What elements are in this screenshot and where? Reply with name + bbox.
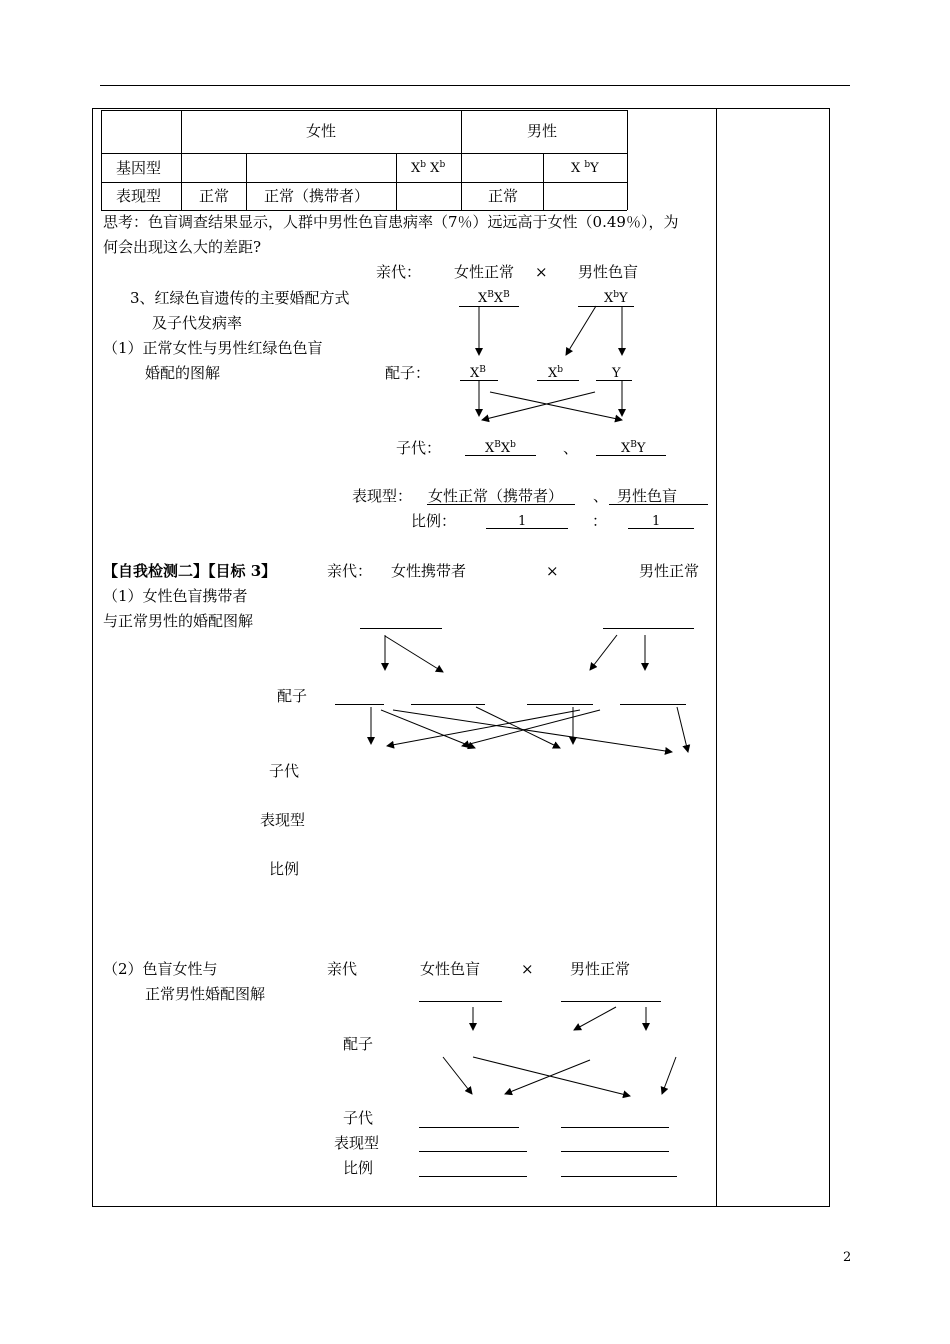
parents-label: 亲代： xyxy=(376,263,422,281)
arrow xyxy=(482,392,595,420)
check2-sub-1: （1）女性色盲携带者 xyxy=(103,587,248,605)
ratio-colon: ： xyxy=(592,512,608,530)
gamete-1: $X^B$ xyxy=(470,365,486,381)
check2-cross: × xyxy=(546,562,559,580)
gamete-3: Y xyxy=(612,366,621,381)
part2-phenotype-label: 表现型 xyxy=(334,1134,380,1152)
offspring-label: 子代： xyxy=(396,439,442,457)
phenotype-1: 女性正常（携带者） xyxy=(428,487,564,505)
part2-parent-female: 女性色盲 xyxy=(420,960,481,978)
offspring-2: $X^BY$ xyxy=(621,440,646,456)
arrow xyxy=(677,707,688,752)
think-line-2: 何会出现这么大的差距? xyxy=(103,238,262,256)
section3-sub-2: 婚配的图解 xyxy=(145,364,221,382)
offspring-separator: 、 xyxy=(563,439,579,457)
arrow xyxy=(574,1007,616,1030)
phenotype-female-normal: 正常 xyxy=(199,187,230,205)
phenotype-separator: 、 xyxy=(593,487,609,505)
parent-male-genotype: $X^bY$ xyxy=(604,290,628,306)
check2-phenotype-label: 表现型 xyxy=(260,811,306,829)
row-label-phenotype: 表现型 xyxy=(116,187,162,205)
section3-title-1: 3、红绿色盲遗传的主要婚配方式 xyxy=(130,289,350,307)
phenotype-label: 表现型： xyxy=(352,487,413,505)
phenotype-female-carrier: 正常（携带者） xyxy=(264,187,370,205)
gamete-label: 配子： xyxy=(385,364,431,382)
genotype-female-colorblind: $X^b$ $X^b$ xyxy=(411,160,446,176)
arrow xyxy=(490,392,622,420)
parent-female: 女性正常 xyxy=(454,263,515,281)
parent-male: 男性色盲 xyxy=(578,263,639,281)
part2-parent-male: 男性正常 xyxy=(570,960,631,978)
check2-sub-2: 与正常男性的婚配图解 xyxy=(103,612,254,630)
genotype-male-colorblind: X $^b$Y xyxy=(571,160,599,176)
offspring-1: $X^BX^b$ xyxy=(485,440,516,456)
part2-gamete-label: 配子 xyxy=(343,1035,374,1053)
ratio-label: 比例： xyxy=(411,512,457,530)
section3-title-2: 及子代发病率 xyxy=(152,314,243,332)
page-number: 2 xyxy=(843,1250,852,1265)
gamete-2: $X^b$ xyxy=(548,365,564,381)
arrow xyxy=(505,1060,590,1094)
parent-female-genotype: $X^BX^B$ xyxy=(478,290,510,306)
arrow xyxy=(473,1057,630,1096)
arrow xyxy=(590,635,617,670)
section3-sub-1: （1）正常女性与男性红绿色色盲 xyxy=(103,339,323,357)
check2-ratio-label: 比例 xyxy=(269,860,300,878)
arrow xyxy=(566,306,596,355)
part2-cross: × xyxy=(521,960,534,978)
part2-offspring-label: 子代 xyxy=(343,1109,374,1127)
part2-ratio-label: 比例 xyxy=(343,1159,374,1177)
part2-parents-label: 亲代 xyxy=(327,960,358,978)
part2-sub-1: （2）色盲女性与 xyxy=(103,960,218,978)
table-header-male: 男性 xyxy=(527,122,558,140)
table-header-female: 女性 xyxy=(306,122,337,140)
check2-parent-female: 女性携带者 xyxy=(391,562,467,580)
arrow xyxy=(443,1057,472,1094)
part2-sub-2: 正常男性婚配图解 xyxy=(145,985,266,1003)
arrow xyxy=(662,1057,676,1094)
self-check-title: 【自我检测二】【目标 3】 xyxy=(103,562,277,580)
ratio-1: 1 xyxy=(518,514,527,529)
think-line-1: 思考：色盲调查结果显示，人群中男性色盲患病率（7％）远远高于女性（0.49％），为 xyxy=(103,213,679,231)
phenotype-male-normal: 正常 xyxy=(488,187,519,205)
phenotype-2: 男性色盲 xyxy=(617,487,678,505)
arrow xyxy=(393,710,672,752)
arrow xyxy=(385,636,443,672)
check2-parent-male: 男性正常 xyxy=(639,562,700,580)
check2-gamete-label: 配子 xyxy=(277,687,308,705)
ratio-2: 1 xyxy=(652,514,661,529)
cross-symbol: × xyxy=(535,263,548,281)
row-label-genotype: 基因型 xyxy=(116,159,162,177)
check2-offspring-label: 子代 xyxy=(269,762,300,780)
check2-parents-label: 亲代： xyxy=(327,562,373,580)
